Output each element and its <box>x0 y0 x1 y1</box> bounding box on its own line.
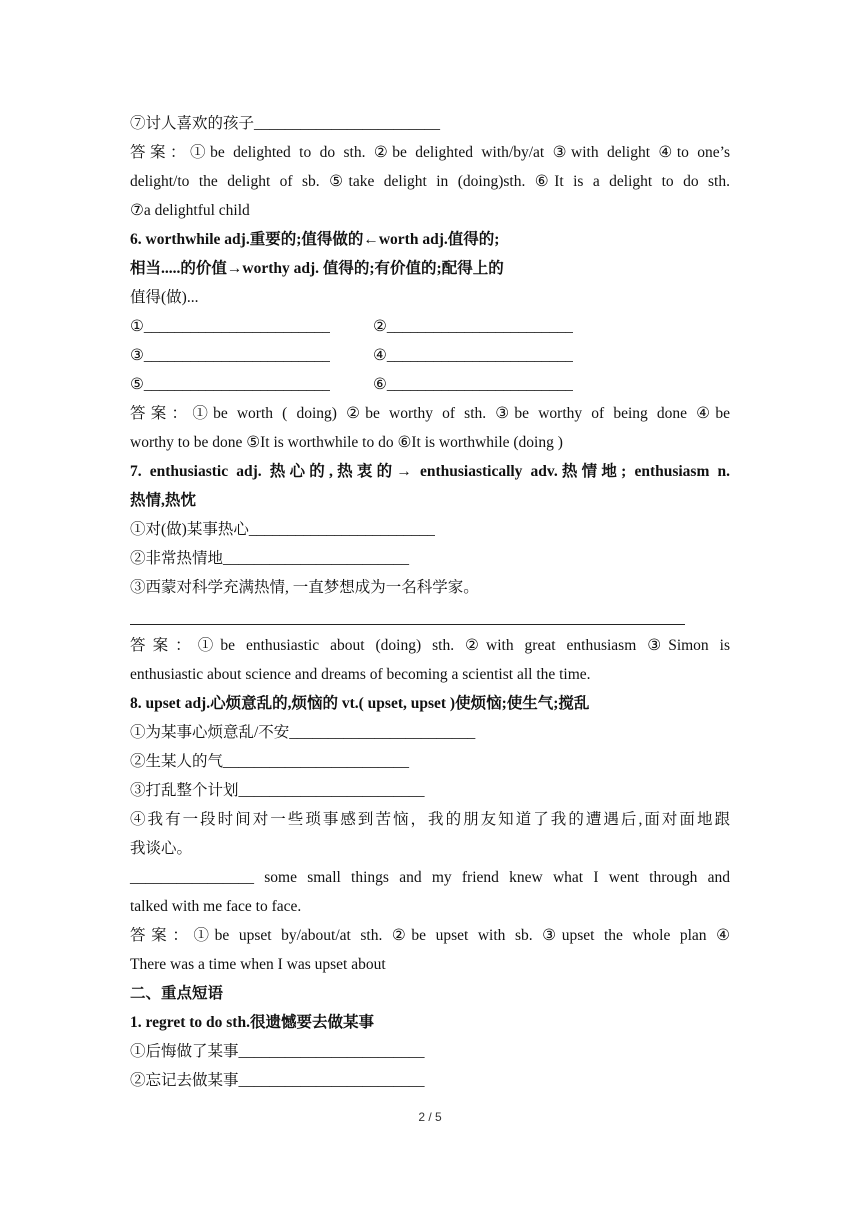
text-line: 答案：①be delighted to do sth. ②be delighted with/by/at ③with delight ④to one’s <box>130 144 730 161</box>
text-line: ②生某人的气________________________ <box>130 753 410 770</box>
heading-line: 7. enthusiastic adj. 热心的,热衷的→ enthusiastically adv.热情地; enthusiasm n. <box>130 463 730 480</box>
blank-item: ⑥________________________ <box>373 376 573 393</box>
blank-item: ③________________________ <box>130 347 330 364</box>
text-line: 答案：①be enthusiastic about (doing) sth. ②with great enthusiasm ③Simon is <box>130 637 730 654</box>
section-block-upset-phrases <box>130 631 730 1095</box>
heading-line: 二、重点短语 <box>130 985 224 1002</box>
text-line: 值得(做)... <box>130 289 199 306</box>
answer-blank-line <box>130 602 730 631</box>
answer-blank-grid <box>130 312 730 399</box>
page-number: 2 / 5 <box>418 1110 442 1124</box>
blank-item: ②________________________ <box>373 318 573 335</box>
text-line: ①为某事心烦意乱/不安________________________ <box>130 724 476 741</box>
text-line: 答案：①be upset by/about/at sth. ②be upset with sb. ③upset the whole plan ④ <box>130 927 730 944</box>
text-line: ③打乱整个计划________________________ <box>130 782 425 799</box>
blank-item: ⑤________________________ <box>130 376 330 393</box>
text-line: ④我有一段时间对一些琐事感到苦恼，我的朋友知道了我的遭遇后,面对面地跟 <box>130 811 730 828</box>
blank-item: ④________________________ <box>373 347 573 364</box>
text-line: enthusiastic about science and dreams of becoming a scientist all the time. <box>130 666 591 683</box>
heading-line: 相当.....的价值→worthy adj. 值得的;有价值的;配得上的 <box>130 260 504 277</box>
text-line: There was a time when I was upset about <box>130 956 386 973</box>
blank-pair-row <box>130 370 730 399</box>
blank-pair-row <box>130 341 730 370</box>
text-line: ①后悔做了某事________________________ <box>130 1043 425 1060</box>
blank-pair-row <box>130 312 730 341</box>
text-line: worthy to be done ⑤It is worthwhile to do ⑥It is worthwhile (doing ) <box>130 434 563 451</box>
text-line: ②忘记去做某事________________________ <box>130 1072 425 1089</box>
text-line: ⑦a delightful child <box>130 202 250 219</box>
text-line: ⑦讨人喜欢的孩子________________________ <box>130 115 441 132</box>
text-line: 答案：①be worth ( doing) ②be worthy of sth. ③be worthy of being done ④be <box>130 405 730 422</box>
blank-item: ①________________________ <box>130 318 330 335</box>
text-line: talked with me face to face. <box>130 898 302 915</box>
heading-line: 6. worthwhile adj.重要的;值得做的←worth adj.值得的; <box>130 231 500 248</box>
text-line: 我谈心。 <box>130 840 193 857</box>
text-line: ③西蒙对科学充满热情, 一直梦想成为一名科学家。 <box>130 579 479 596</box>
heading-line: 8. upset adj.心烦意乱的,烦恼的 vt.( upset, upset )使烦恼;使生气;搅乱 <box>130 695 590 712</box>
text-line: ②非常热情地________________________ <box>130 550 410 567</box>
text-line: delight/to the delight of sb. ⑤take delight in (doing)sth. ⑥It is a delight to do sth. <box>130 173 730 190</box>
document-page <box>130 109 730 1095</box>
heading-line: 1. regret to do sth.很遗憾要去做某事 <box>130 1014 374 1031</box>
section-block-delight-worthwhile <box>130 109 730 312</box>
text-line: ________________ some small things and my friend knew what I went through and <box>130 869 730 886</box>
heading-line: 热情,热忱 <box>130 492 196 509</box>
section-block-enthusiastic <box>130 399 730 602</box>
text-line: ①对(做)某事热心________________________ <box>130 521 435 538</box>
